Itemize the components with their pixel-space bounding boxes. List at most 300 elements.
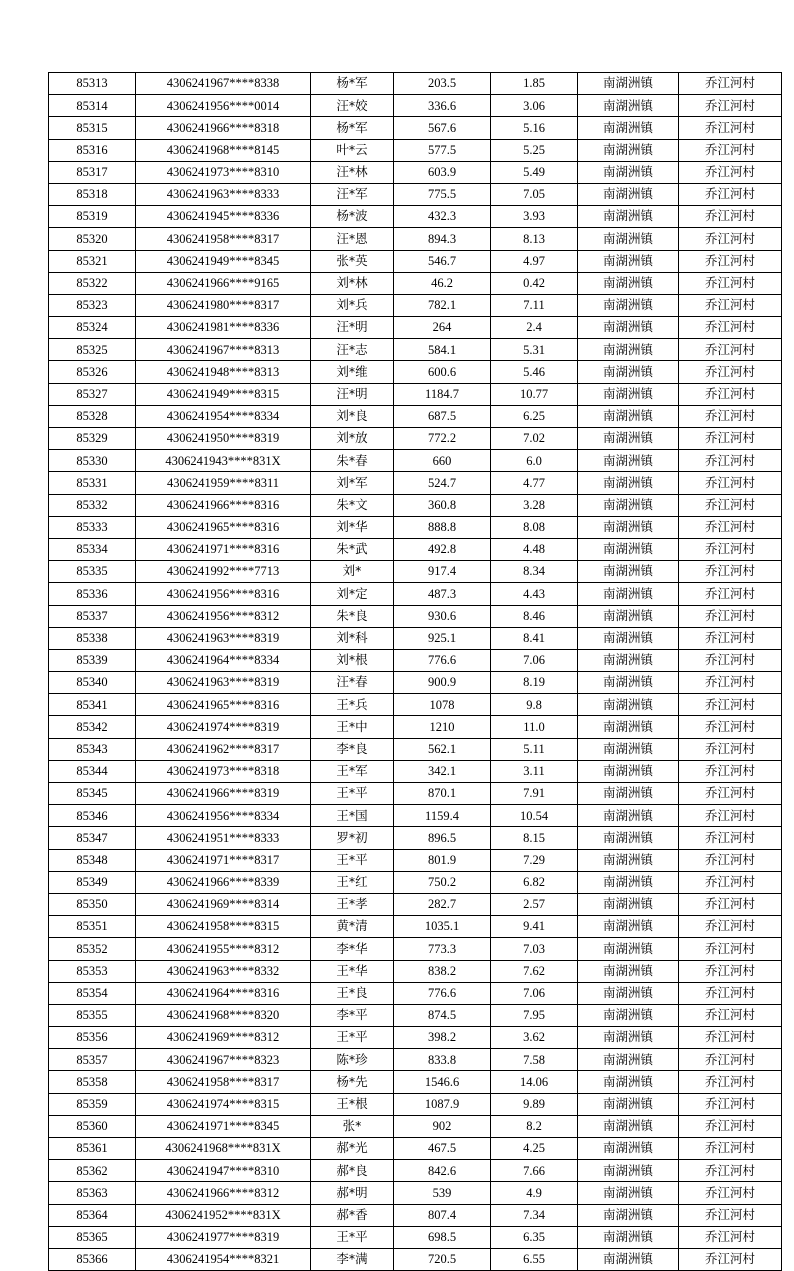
cell-rate: 4.43	[491, 583, 578, 605]
cell-village: 乔江河村	[679, 183, 782, 205]
cell-amount: 467.5	[394, 1138, 491, 1160]
cell-seq: 85315	[49, 117, 136, 139]
cell-seq: 85330	[49, 450, 136, 472]
cell-town: 南湖洲镇	[578, 694, 679, 716]
cell-name: 王*孝	[311, 893, 394, 915]
cell-id_number: 4306241963****8319	[136, 627, 311, 649]
cell-name: 王*平	[311, 1027, 394, 1049]
cell-id_number: 4306241949****8345	[136, 250, 311, 272]
cell-village: 乔江河村	[679, 1071, 782, 1093]
cell-village: 乔江河村	[679, 73, 782, 95]
cell-id_number: 4306241966****9165	[136, 272, 311, 294]
cell-town: 南湖洲镇	[578, 494, 679, 516]
cell-seq: 85365	[49, 1226, 136, 1248]
cell-name: 郝*明	[311, 1182, 394, 1204]
cell-village: 乔江河村	[679, 849, 782, 871]
cell-id_number: 4306241965****8316	[136, 694, 311, 716]
cell-seq: 85314	[49, 95, 136, 117]
cell-amount: 1078	[394, 694, 491, 716]
cell-town: 南湖洲镇	[578, 250, 679, 272]
cell-village: 乔江河村	[679, 893, 782, 915]
cell-seq: 85354	[49, 982, 136, 1004]
table-row	[49, 516, 782, 538]
cell-rate: 7.29	[491, 849, 578, 871]
cell-rate: 6.25	[491, 405, 578, 427]
cell-seq: 85313	[49, 73, 136, 95]
cell-amount: 772.2	[394, 428, 491, 450]
cell-town: 南湖洲镇	[578, 1004, 679, 1026]
cell-name: 刘*军	[311, 472, 394, 494]
cell-village: 乔江河村	[679, 916, 782, 938]
table-row	[49, 716, 782, 738]
cell-village: 乔江河村	[679, 1226, 782, 1248]
cell-village: 乔江河村	[679, 361, 782, 383]
cell-amount: 870.1	[394, 783, 491, 805]
cell-village: 乔江河村	[679, 272, 782, 294]
table-row	[49, 317, 782, 339]
cell-rate: 1.85	[491, 73, 578, 95]
cell-id_number: 4306241966****8319	[136, 783, 311, 805]
cell-id_number: 4306241963****8332	[136, 960, 311, 982]
cell-id_number: 4306241967****8313	[136, 339, 311, 361]
table-row	[49, 405, 782, 427]
table-row	[49, 738, 782, 760]
cell-seq: 85331	[49, 472, 136, 494]
cell-seq: 85338	[49, 627, 136, 649]
cell-town: 南湖洲镇	[578, 383, 679, 405]
cell-name: 朱*文	[311, 494, 394, 516]
cell-town: 南湖洲镇	[578, 627, 679, 649]
cell-town: 南湖洲镇	[578, 161, 679, 183]
table-row	[49, 1093, 782, 1115]
cell-id_number: 4306241974****8315	[136, 1093, 311, 1115]
cell-town: 南湖洲镇	[578, 871, 679, 893]
cell-rate: 6.0	[491, 450, 578, 472]
cell-amount: 336.6	[394, 95, 491, 117]
cell-seq: 85327	[49, 383, 136, 405]
cell-town: 南湖洲镇	[578, 73, 679, 95]
cell-amount: 807.4	[394, 1204, 491, 1226]
cell-town: 南湖洲镇	[578, 95, 679, 117]
cell-id_number: 4306241956****8312	[136, 605, 311, 627]
cell-village: 乔江河村	[679, 228, 782, 250]
cell-name: 刘*定	[311, 583, 394, 605]
cell-amount: 562.1	[394, 738, 491, 760]
cell-id_number: 4306241943****831X	[136, 450, 311, 472]
cell-id_number: 4306241967****8323	[136, 1049, 311, 1071]
cell-town: 南湖洲镇	[578, 272, 679, 294]
cell-rate: 7.06	[491, 649, 578, 671]
cell-village: 乔江河村	[679, 317, 782, 339]
cell-town: 南湖洲镇	[578, 1115, 679, 1137]
cell-name: 朱*良	[311, 605, 394, 627]
cell-name: 汪*军	[311, 183, 394, 205]
cell-rate: 9.8	[491, 694, 578, 716]
cell-village: 乔江河村	[679, 1182, 782, 1204]
cell-amount: 492.8	[394, 538, 491, 560]
cell-rate: 7.95	[491, 1004, 578, 1026]
cell-town: 南湖洲镇	[578, 139, 679, 161]
cell-seq: 85334	[49, 538, 136, 560]
cell-village: 乔江河村	[679, 538, 782, 560]
cell-town: 南湖洲镇	[578, 538, 679, 560]
table-row	[49, 228, 782, 250]
cell-id_number: 4306241955****8312	[136, 938, 311, 960]
table-row	[49, 1138, 782, 1160]
cell-village: 乔江河村	[679, 161, 782, 183]
table-row	[49, 538, 782, 560]
table-row	[49, 428, 782, 450]
table-row	[49, 272, 782, 294]
table-row	[49, 383, 782, 405]
cell-town: 南湖洲镇	[578, 1093, 679, 1115]
cell-amount: 838.2	[394, 960, 491, 982]
cell-amount: 487.3	[394, 583, 491, 605]
cell-village: 乔江河村	[679, 450, 782, 472]
cell-name: 杨*军	[311, 117, 394, 139]
table-row	[49, 1248, 782, 1270]
cell-name: 朱*武	[311, 538, 394, 560]
table-row	[49, 1226, 782, 1248]
cell-id_number: 4306241981****8336	[136, 317, 311, 339]
cell-id_number: 4306241952****831X	[136, 1204, 311, 1226]
table-row	[49, 783, 782, 805]
cell-name: 王*国	[311, 805, 394, 827]
cell-name: 汪*恩	[311, 228, 394, 250]
cell-village: 乔江河村	[679, 294, 782, 316]
cell-id_number: 4306241973****8318	[136, 760, 311, 782]
cell-town: 南湖洲镇	[578, 361, 679, 383]
cell-amount: 524.7	[394, 472, 491, 494]
cell-seq: 85329	[49, 428, 136, 450]
cell-amount: 342.1	[394, 760, 491, 782]
cell-village: 乔江河村	[679, 827, 782, 849]
cell-amount: 917.4	[394, 561, 491, 583]
cell-name: 朱*春	[311, 450, 394, 472]
cell-id_number: 4306241963****8333	[136, 183, 311, 205]
cell-village: 乔江河村	[679, 1004, 782, 1026]
cell-id_number: 4306241947****8310	[136, 1160, 311, 1182]
cell-rate: 3.93	[491, 206, 578, 228]
cell-seq: 85350	[49, 893, 136, 915]
cell-id_number: 4306241964****8334	[136, 649, 311, 671]
cell-amount: 577.5	[394, 139, 491, 161]
table-row	[49, 139, 782, 161]
cell-amount: 360.8	[394, 494, 491, 516]
cell-amount: 900.9	[394, 672, 491, 694]
subsidy-recipient-table	[48, 72, 782, 1271]
cell-amount: 698.5	[394, 1226, 491, 1248]
cell-name: 刘*林	[311, 272, 394, 294]
cell-seq: 85333	[49, 516, 136, 538]
cell-rate: 6.55	[491, 1248, 578, 1270]
cell-name: 郝*光	[311, 1138, 394, 1160]
cell-seq: 85357	[49, 1049, 136, 1071]
cell-village: 乔江河村	[679, 95, 782, 117]
cell-id_number: 4306241974****8319	[136, 716, 311, 738]
cell-name: 王*平	[311, 1226, 394, 1248]
cell-amount: 776.6	[394, 982, 491, 1004]
cell-town: 南湖洲镇	[578, 561, 679, 583]
cell-rate: 3.28	[491, 494, 578, 516]
cell-name: 杨*军	[311, 73, 394, 95]
cell-rate: 7.34	[491, 1204, 578, 1226]
cell-rate: 11.0	[491, 716, 578, 738]
cell-rate: 9.89	[491, 1093, 578, 1115]
cell-village: 乔江河村	[679, 1093, 782, 1115]
cell-amount: 1184.7	[394, 383, 491, 405]
cell-town: 南湖洲镇	[578, 1226, 679, 1248]
cell-town: 南湖洲镇	[578, 893, 679, 915]
cell-amount: 600.6	[394, 361, 491, 383]
cell-name: 郝*香	[311, 1204, 394, 1226]
cell-id_number: 4306241966****8312	[136, 1182, 311, 1204]
cell-name: 汪*林	[311, 161, 394, 183]
table-row	[49, 1182, 782, 1204]
table-row	[49, 627, 782, 649]
cell-village: 乔江河村	[679, 649, 782, 671]
cell-rate: 4.97	[491, 250, 578, 272]
cell-village: 乔江河村	[679, 760, 782, 782]
cell-name: 汪*明	[311, 317, 394, 339]
cell-seq: 85347	[49, 827, 136, 849]
cell-village: 乔江河村	[679, 783, 782, 805]
cell-rate: 5.25	[491, 139, 578, 161]
cell-town: 南湖洲镇	[578, 916, 679, 938]
cell-name: 汪*志	[311, 339, 394, 361]
cell-id_number: 4306241956****0014	[136, 95, 311, 117]
cell-rate: 8.15	[491, 827, 578, 849]
cell-name: 王*良	[311, 982, 394, 1004]
cell-seq: 85361	[49, 1138, 136, 1160]
cell-town: 南湖洲镇	[578, 339, 679, 361]
cell-seq: 85360	[49, 1115, 136, 1137]
table-row	[49, 161, 782, 183]
cell-id_number: 4306241959****8311	[136, 472, 311, 494]
cell-id_number: 4306241973****8310	[136, 161, 311, 183]
cell-rate: 14.06	[491, 1071, 578, 1093]
cell-rate: 7.06	[491, 982, 578, 1004]
cell-id_number: 4306241967****8338	[136, 73, 311, 95]
cell-town: 南湖洲镇	[578, 1138, 679, 1160]
cell-name: 刘*放	[311, 428, 394, 450]
cell-name: 张*	[311, 1115, 394, 1137]
cell-name: 王*红	[311, 871, 394, 893]
table-row	[49, 916, 782, 938]
cell-village: 乔江河村	[679, 1204, 782, 1226]
cell-rate: 6.82	[491, 871, 578, 893]
table-row	[49, 450, 782, 472]
cell-rate: 3.11	[491, 760, 578, 782]
cell-village: 乔江河村	[679, 982, 782, 1004]
cell-rate: 7.05	[491, 183, 578, 205]
cell-rate: 0.42	[491, 272, 578, 294]
table-row	[49, 1204, 782, 1226]
cell-village: 乔江河村	[679, 383, 782, 405]
cell-village: 乔江河村	[679, 805, 782, 827]
cell-id_number: 4306241958****8317	[136, 1071, 311, 1093]
cell-seq: 85356	[49, 1027, 136, 1049]
cell-name: 张*英	[311, 250, 394, 272]
cell-id_number: 4306241980****8317	[136, 294, 311, 316]
cell-village: 乔江河村	[679, 561, 782, 583]
cell-id_number: 4306241971****8317	[136, 849, 311, 871]
cell-seq: 85336	[49, 583, 136, 605]
cell-seq: 85352	[49, 938, 136, 960]
cell-rate: 3.62	[491, 1027, 578, 1049]
table-row	[49, 672, 782, 694]
cell-amount: 888.8	[394, 516, 491, 538]
cell-seq: 85349	[49, 871, 136, 893]
cell-id_number: 4306241968****8145	[136, 139, 311, 161]
cell-town: 南湖洲镇	[578, 605, 679, 627]
cell-id_number: 4306241968****8320	[136, 1004, 311, 1026]
cell-seq: 85320	[49, 228, 136, 250]
cell-amount: 46.2	[394, 272, 491, 294]
cell-village: 乔江河村	[679, 694, 782, 716]
cell-amount: 775.5	[394, 183, 491, 205]
cell-rate: 7.11	[491, 294, 578, 316]
table-row	[49, 1160, 782, 1182]
cell-name: 李*华	[311, 938, 394, 960]
cell-name: 王*兵	[311, 694, 394, 716]
cell-name: 刘*维	[311, 361, 394, 383]
cell-amount: 1035.1	[394, 916, 491, 938]
cell-village: 乔江河村	[679, 738, 782, 760]
cell-seq: 85355	[49, 1004, 136, 1026]
cell-seq: 85343	[49, 738, 136, 760]
cell-seq: 85328	[49, 405, 136, 427]
cell-town: 南湖洲镇	[578, 805, 679, 827]
cell-seq: 85363	[49, 1182, 136, 1204]
cell-village: 乔江河村	[679, 139, 782, 161]
cell-village: 乔江河村	[679, 672, 782, 694]
table-row	[49, 183, 782, 205]
table-row	[49, 206, 782, 228]
cell-id_number: 4306241971****8316	[136, 538, 311, 560]
cell-amount: 782.1	[394, 294, 491, 316]
cell-name: 王*华	[311, 960, 394, 982]
cell-seq: 85353	[49, 960, 136, 982]
cell-village: 乔江河村	[679, 405, 782, 427]
cell-id_number: 4306241948****8313	[136, 361, 311, 383]
cell-rate: 5.49	[491, 161, 578, 183]
cell-id_number: 4306241945****8336	[136, 206, 311, 228]
cell-name: 刘*华	[311, 516, 394, 538]
cell-rate: 4.48	[491, 538, 578, 560]
cell-town: 南湖洲镇	[578, 982, 679, 1004]
cell-town: 南湖洲镇	[578, 1204, 679, 1226]
cell-amount: 660	[394, 450, 491, 472]
cell-village: 乔江河村	[679, 472, 782, 494]
table-row	[49, 938, 782, 960]
cell-name: 刘*根	[311, 649, 394, 671]
cell-amount: 925.1	[394, 627, 491, 649]
cell-town: 南湖洲镇	[578, 450, 679, 472]
cell-amount: 833.8	[394, 1049, 491, 1071]
cell-town: 南湖洲镇	[578, 960, 679, 982]
cell-seq: 85342	[49, 716, 136, 738]
cell-town: 南湖洲镇	[578, 317, 679, 339]
cell-seq: 85345	[49, 783, 136, 805]
cell-name: 刘*科	[311, 627, 394, 649]
cell-amount: 546.7	[394, 250, 491, 272]
cell-id_number: 4306241954****8321	[136, 1248, 311, 1270]
cell-id_number: 4306241949****8315	[136, 383, 311, 405]
cell-name: 王*平	[311, 783, 394, 805]
cell-amount: 1087.9	[394, 1093, 491, 1115]
cell-rate: 6.35	[491, 1226, 578, 1248]
cell-seq: 85346	[49, 805, 136, 827]
cell-village: 乔江河村	[679, 871, 782, 893]
cell-seq: 85351	[49, 916, 136, 938]
cell-rate: 2.57	[491, 893, 578, 915]
cell-town: 南湖洲镇	[578, 716, 679, 738]
cell-name: 杨*先	[311, 1071, 394, 1093]
cell-rate: 7.58	[491, 1049, 578, 1071]
cell-seq: 85321	[49, 250, 136, 272]
cell-name: 王*平	[311, 849, 394, 871]
table-row	[49, 827, 782, 849]
table-row	[49, 760, 782, 782]
table-row	[49, 494, 782, 516]
cell-seq: 85341	[49, 694, 136, 716]
cell-amount: 720.5	[394, 1248, 491, 1270]
cell-rate: 5.46	[491, 361, 578, 383]
cell-id_number: 4306241966****8339	[136, 871, 311, 893]
cell-name: 李*满	[311, 1248, 394, 1270]
cell-id_number: 4306241969****8312	[136, 1027, 311, 1049]
cell-rate: 2.4	[491, 317, 578, 339]
cell-id_number: 4306241956****8316	[136, 583, 311, 605]
cell-amount: 603.9	[394, 161, 491, 183]
table-row	[49, 1027, 782, 1049]
cell-id_number: 4306241965****8316	[136, 516, 311, 538]
cell-amount: 776.6	[394, 649, 491, 671]
cell-town: 南湖洲镇	[578, 1248, 679, 1270]
cell-village: 乔江河村	[679, 250, 782, 272]
cell-seq: 85319	[49, 206, 136, 228]
cell-rate: 8.41	[491, 627, 578, 649]
cell-town: 南湖洲镇	[578, 1071, 679, 1093]
cell-town: 南湖洲镇	[578, 1182, 679, 1204]
cell-seq: 85344	[49, 760, 136, 782]
cell-rate: 8.34	[491, 561, 578, 583]
cell-name: 王*军	[311, 760, 394, 782]
cell-village: 乔江河村	[679, 938, 782, 960]
cell-name: 刘*	[311, 561, 394, 583]
cell-id_number: 4306241954****8334	[136, 405, 311, 427]
cell-name: 李*良	[311, 738, 394, 760]
cell-seq: 85340	[49, 672, 136, 694]
cell-village: 乔江河村	[679, 516, 782, 538]
cell-id_number: 4306241958****8317	[136, 228, 311, 250]
cell-amount: 1159.4	[394, 805, 491, 827]
cell-seq: 85324	[49, 317, 136, 339]
table-row	[49, 1049, 782, 1071]
cell-name: 杨*波	[311, 206, 394, 228]
table-row	[49, 339, 782, 361]
cell-amount: 203.5	[394, 73, 491, 95]
cell-village: 乔江河村	[679, 1138, 782, 1160]
cell-rate: 4.9	[491, 1182, 578, 1204]
cell-amount: 398.2	[394, 1027, 491, 1049]
cell-rate: 7.02	[491, 428, 578, 450]
cell-amount: 773.3	[394, 938, 491, 960]
cell-name: 黄*清	[311, 916, 394, 938]
cell-village: 乔江河村	[679, 206, 782, 228]
cell-town: 南湖洲镇	[578, 516, 679, 538]
